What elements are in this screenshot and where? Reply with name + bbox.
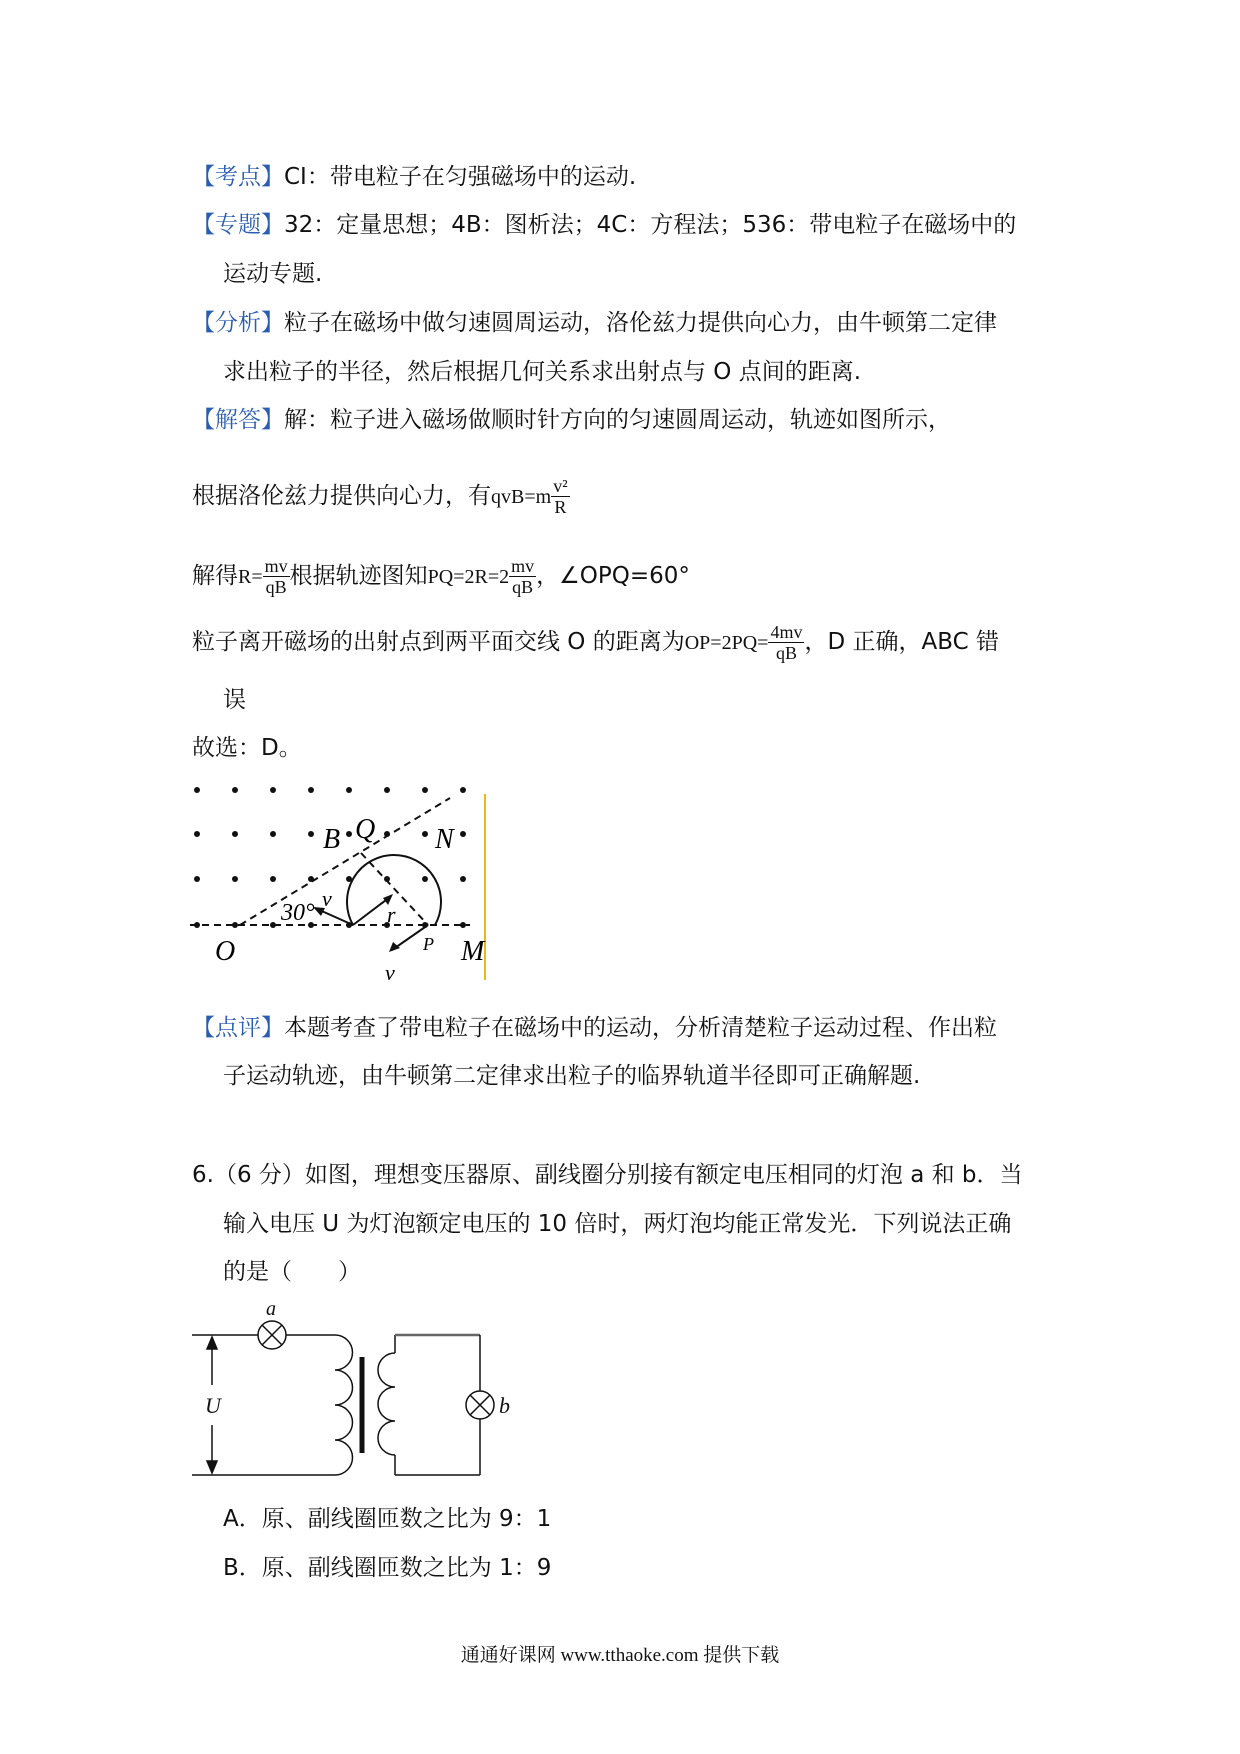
label-M: M bbox=[461, 936, 485, 967]
label-v2: v bbox=[385, 960, 395, 985]
formula: OP=2PQ= bbox=[684, 632, 769, 654]
dianping-line bbox=[192, 1013, 997, 1043]
label-a: a bbox=[266, 1298, 276, 1320]
label-Q: Q bbox=[355, 814, 376, 845]
formula: qvB=m bbox=[491, 486, 552, 508]
label-U: U bbox=[205, 1393, 221, 1418]
fraction bbox=[768, 622, 804, 663]
zhuanti-line bbox=[192, 210, 1016, 240]
label-b: b bbox=[499, 1393, 510, 1418]
formula: R= bbox=[238, 566, 263, 588]
question-6-line2: 输入电压 U 为灯泡额定电压的 10 倍时，两灯泡均能正常发光．下列说法正确 bbox=[223, 1211, 1012, 1237]
jieda-line bbox=[192, 405, 951, 435]
tag-zhuanti: 【专题】 bbox=[192, 212, 284, 238]
equation-line-3 bbox=[192, 622, 999, 663]
zhuanti-text: 32：定量思想；4B：图析法；4C：方程法；536：带电粒子在磁场中的 bbox=[284, 212, 1017, 238]
fraction bbox=[551, 476, 569, 517]
page-footer: 通通好课网 www.tthaoke.com 提供下载 bbox=[460, 1645, 780, 1666]
numerator: 4mv bbox=[770, 622, 803, 642]
option-a: A．原、副线圈匝数之比为 9：1 bbox=[223, 1506, 552, 1532]
formula: PQ=2R=2 bbox=[427, 566, 510, 588]
tag-kaodian: 【考点】 bbox=[192, 164, 284, 190]
text: ，∠OPQ=60° bbox=[536, 563, 690, 589]
text: ，D 正确，ABC 错 bbox=[804, 629, 999, 655]
numerator: mv bbox=[511, 556, 535, 576]
label-P: P bbox=[423, 934, 434, 954]
numerator: v² bbox=[553, 476, 568, 496]
fraction bbox=[509, 556, 536, 597]
tag-dianping: 【点评】 bbox=[192, 1015, 284, 1041]
label-v1: v bbox=[322, 886, 332, 911]
fenxi-line2: 求出粒子的半径，然后根据几何关系求出射点与 O 点间的距离. bbox=[223, 359, 862, 385]
kaodian-text: CI：带电粒子在匀强磁场中的运动. bbox=[284, 164, 637, 190]
label-O: O bbox=[215, 936, 236, 967]
denominator: qB bbox=[265, 577, 287, 597]
text: 根据洛伦兹力提供向心力，有 bbox=[192, 483, 491, 509]
text: 根据轨迹图知 bbox=[289, 563, 428, 589]
equation-line-2 bbox=[192, 556, 690, 597]
option-b: B．原、副线圈匝数之比为 1：9 bbox=[223, 1555, 552, 1581]
fraction bbox=[263, 556, 290, 597]
denominator: qB bbox=[512, 577, 534, 597]
tag-fenxi: 【分析】 bbox=[192, 310, 284, 336]
denominator: qB bbox=[775, 643, 797, 663]
question-6-line1: 6.（6 分）如图，理想变压器原、副线圈分别接有额定电压相同的灯泡 a 和 b．当 bbox=[192, 1162, 1023, 1188]
answer-line: 故选：D。 bbox=[192, 735, 302, 761]
jieda-text: 解：粒子进入磁场做顺时针方向的匀速圆周运动，轨迹如图所示， bbox=[284, 407, 951, 433]
equation-line-1 bbox=[192, 476, 570, 517]
equation-line-3b: 误 bbox=[223, 687, 246, 713]
text: 解得 bbox=[192, 563, 238, 589]
zhuanti-line2: 运动专题. bbox=[223, 261, 323, 287]
dianping-line2: 子运动轨迹，由牛顿第二定律求出粒子的临界轨道半径即可正确解题. bbox=[223, 1063, 921, 1089]
magnetic-field-figure bbox=[185, 780, 505, 995]
kaodian-line bbox=[192, 162, 636, 192]
tag-jieda: 【解答】 bbox=[192, 407, 284, 433]
text: 粒子离开磁场的出射点到两平面交线 O 的距离为 bbox=[192, 629, 685, 655]
transformer-circuit-figure bbox=[190, 1295, 540, 1495]
denominator: R bbox=[554, 497, 567, 517]
fenxi-text: 粒子在磁场中做匀速圆周运动，洛伦兹力提供向心力，由牛顿第二定律 bbox=[284, 310, 997, 336]
dianping-text: 本题考查了带电粒子在磁场中的运动，分析清楚粒子运动过程、作出粒 bbox=[284, 1015, 997, 1041]
label-r: r bbox=[387, 902, 396, 927]
fenxi-line bbox=[192, 308, 997, 338]
numerator: mv bbox=[264, 556, 288, 576]
label-angle: 30° bbox=[281, 900, 315, 926]
question-6-line3: 的是（ ） bbox=[223, 1259, 361, 1285]
label-N: N bbox=[435, 824, 454, 855]
label-B: B bbox=[323, 824, 341, 855]
